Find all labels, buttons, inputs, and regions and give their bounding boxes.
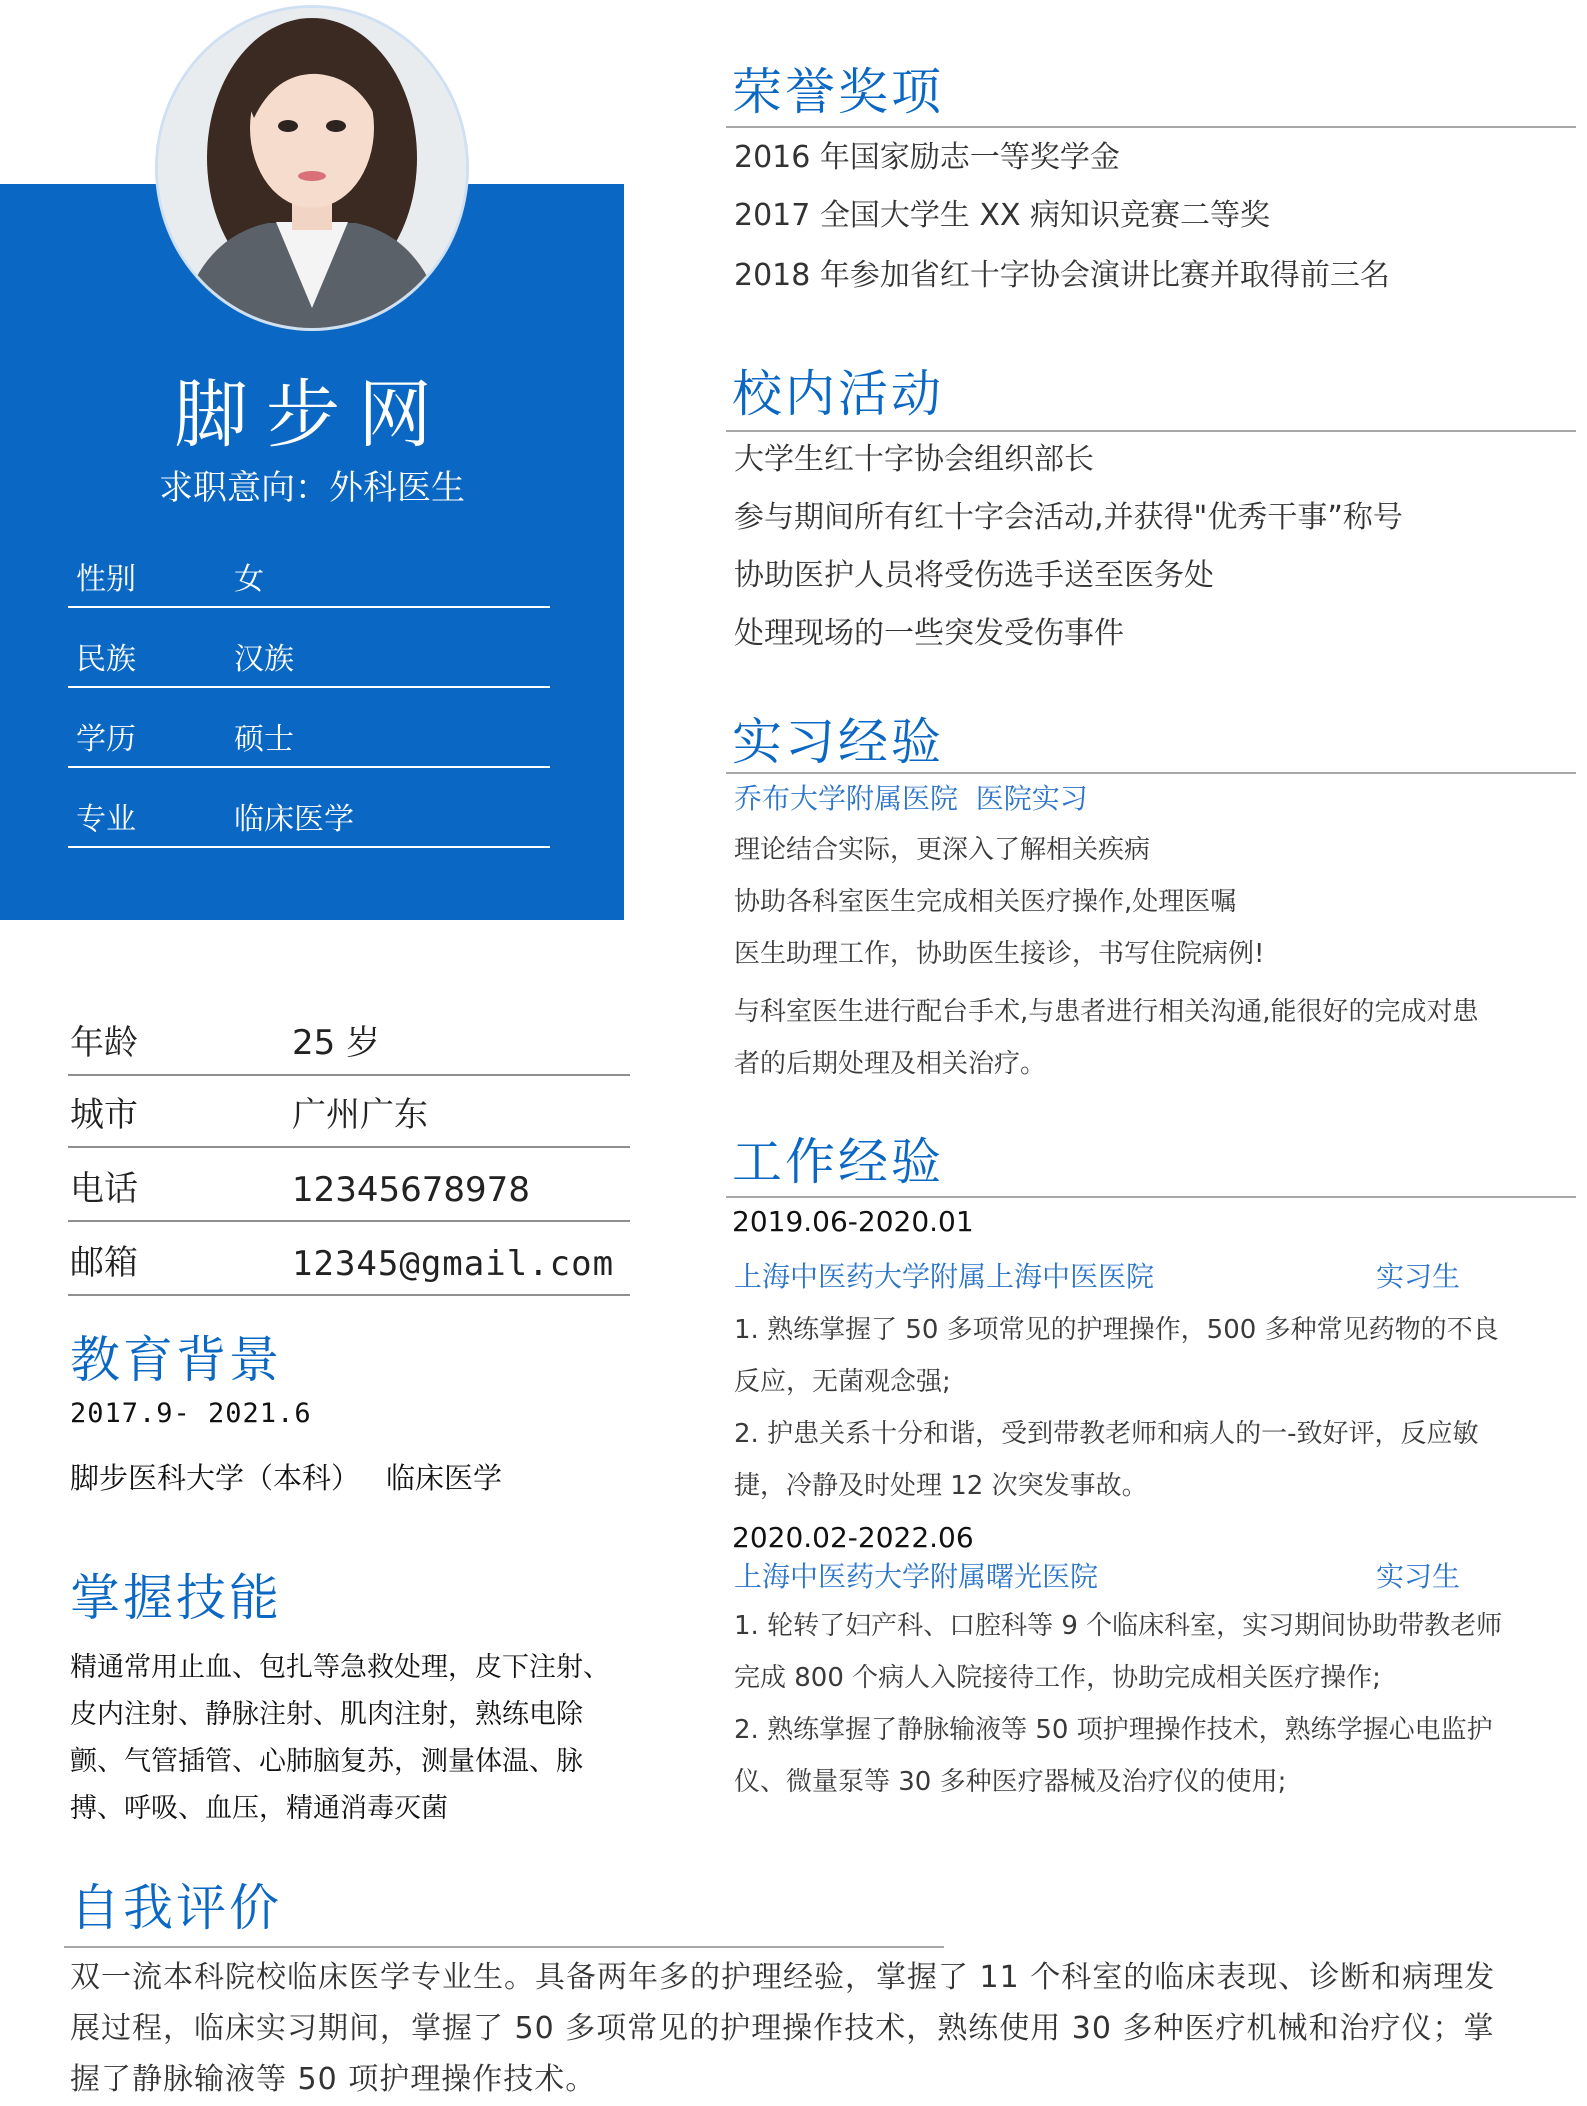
contact-label: 年龄 (70, 1023, 138, 1063)
internship-item: 医生助理工作，协助医生接诊，书写住院病例! (734, 939, 1265, 969)
info-value: 女 (234, 562, 264, 597)
job-org: 上海中医药大学附属曙光医院 (734, 1560, 1099, 1593)
honor-item: 2018 年参加省红十字协会演讲比赛并取得前三名 (734, 258, 1390, 293)
education-title: 教育背景 (70, 1331, 282, 1389)
info-label: 学历 (76, 722, 136, 757)
info-value: 硕士 (234, 722, 294, 757)
self-eval-text: 双一流本科院校临床医学专业生。具备两年多的护理经验，掌握了 11 个科室的临床表现、诊断和病理发展过程，临床实习期间，掌握了 50 多项常见的护理操作技术，熟练使用 30 多种医疗机械和治疗仪；掌握了静脉输液等 50 项护理操作技术。 (70, 1960, 1496, 2097)
job-intent-value: 外科医生 (329, 468, 465, 508)
campus-item: 协助医护人员将受伤选手送至医务处 (734, 558, 1214, 593)
info-label: 专业 (76, 802, 136, 837)
honor-item: 2017 全国大学生 XX 病知识竞赛二等奖 (734, 198, 1271, 233)
job-item: 1. 轮转了妇产科、口腔科等 9 个临床科室，实习期间协助带教老师完成 800 个病人入院接待工作，协助完成相关医疗操作; (734, 1611, 1503, 1693)
skills-title: 掌握技能 (70, 1569, 282, 1627)
honor-item: 2016 年国家励志一等奖学金 (734, 140, 1120, 175)
education-period: 2017.9- 2021.6 (70, 1398, 312, 1429)
job-role: 实习生 (1376, 1560, 1461, 1593)
campus-item: 参与期间所有红十字会活动,并获得"优秀干事”称号 (734, 500, 1403, 535)
job-intent (0, 466, 624, 510)
info-row-major (68, 768, 550, 848)
contact-value: 25 岁 (292, 1023, 381, 1063)
portrait-photo (155, 5, 469, 331)
contact-row-phone (68, 1148, 630, 1222)
honors-title: 荣誉奖项 (732, 63, 944, 121)
campus-item: 大学生红十字协会组织部长 (734, 442, 1094, 477)
job-org: 上海中医药大学附属上海中医医院 (734, 1260, 1155, 1293)
internship-divider (726, 772, 1576, 774)
contact-label: 城市 (70, 1095, 138, 1135)
info-value: 临床医学 (234, 802, 354, 837)
job-period: 2020.02-2022.06 (732, 1521, 974, 1554)
internship-item: 与科室医生进行配台手术,与患者进行相关沟通,能很好的完成对患者的后期处理及相关治疗。 (734, 997, 1479, 1079)
info-label: 民族 (76, 642, 136, 677)
skills-text: 精通常用止血、包扎等急救处理，皮下注射、皮内注射、静脉注射、肌肉注射，熟练电除颤、气管插管、心肺脑复苏，测量体温、脉搏、呼吸、血压，精通消毒灭菌 (70, 1652, 610, 1824)
self-eval-divider (64, 1946, 944, 1948)
contact-row-email (68, 1222, 630, 1296)
job-item: 1. 熟练掌握了 50 多项常见的护理操作，500 多种常见药物的不良反应，无菌观念强; (734, 1315, 1499, 1397)
info-row-ethnicity (68, 608, 550, 688)
internship-item: 协助各科室医生完成相关医疗操作,处理医嘱 (734, 887, 1237, 917)
campus-item: 处理现场的一些突发受伤事件 (734, 616, 1124, 651)
contact-label: 电话 (70, 1169, 138, 1209)
info-row-degree (68, 688, 550, 768)
job-role: 实习生 (1376, 1260, 1461, 1293)
campus-title: 校内活动 (732, 365, 944, 423)
info-label: 性别 (76, 562, 136, 597)
job-item: 2. 护患关系十分和谐，受到带教老师和病人的一-致好评，反应敏捷，冷静及时处理 12 次突发事故。 (734, 1419, 1479, 1501)
work-title: 工作经验 (732, 1133, 944, 1191)
info-row-gender (68, 538, 550, 608)
job-item: 2. 熟练掌握了静脉输液等 50 项护理操作技术，熟练学握心电监护仪、微量泵等 30 多种医疗器械及治疗仪的使用; (734, 1715, 1493, 1797)
job-intent-label: 求职意向： (159, 468, 329, 508)
work-divider (726, 1196, 1576, 1198)
self-eval-title: 自我评价 (70, 1879, 282, 1937)
campus-divider (726, 430, 1576, 432)
education-detail (70, 1458, 502, 1498)
education-school: 脚步医科大学（本科） (70, 1461, 361, 1495)
honors-divider (726, 126, 1576, 128)
candidate-name: 脚步网 (174, 372, 450, 458)
contact-value: 12345@gmail.com (292, 1244, 615, 1284)
education-major: 临床医学 (386, 1461, 503, 1495)
contact-label: 邮箱 (70, 1243, 138, 1283)
job-period: 2019.06-2020.01 (732, 1205, 974, 1238)
info-value: 汉族 (234, 642, 294, 677)
contact-row-city (68, 1076, 630, 1148)
internship-item: 理论结合实际，更深入了解相关疾病 (734, 835, 1151, 865)
contact-value: 12345678978 (292, 1170, 530, 1210)
contact-row-age (68, 1004, 630, 1076)
internship-title: 实习经验 (732, 713, 944, 771)
contact-value: 广州广东 (292, 1095, 428, 1135)
internship-org: 乔布大学附属医院 医院实习 (734, 782, 1088, 815)
